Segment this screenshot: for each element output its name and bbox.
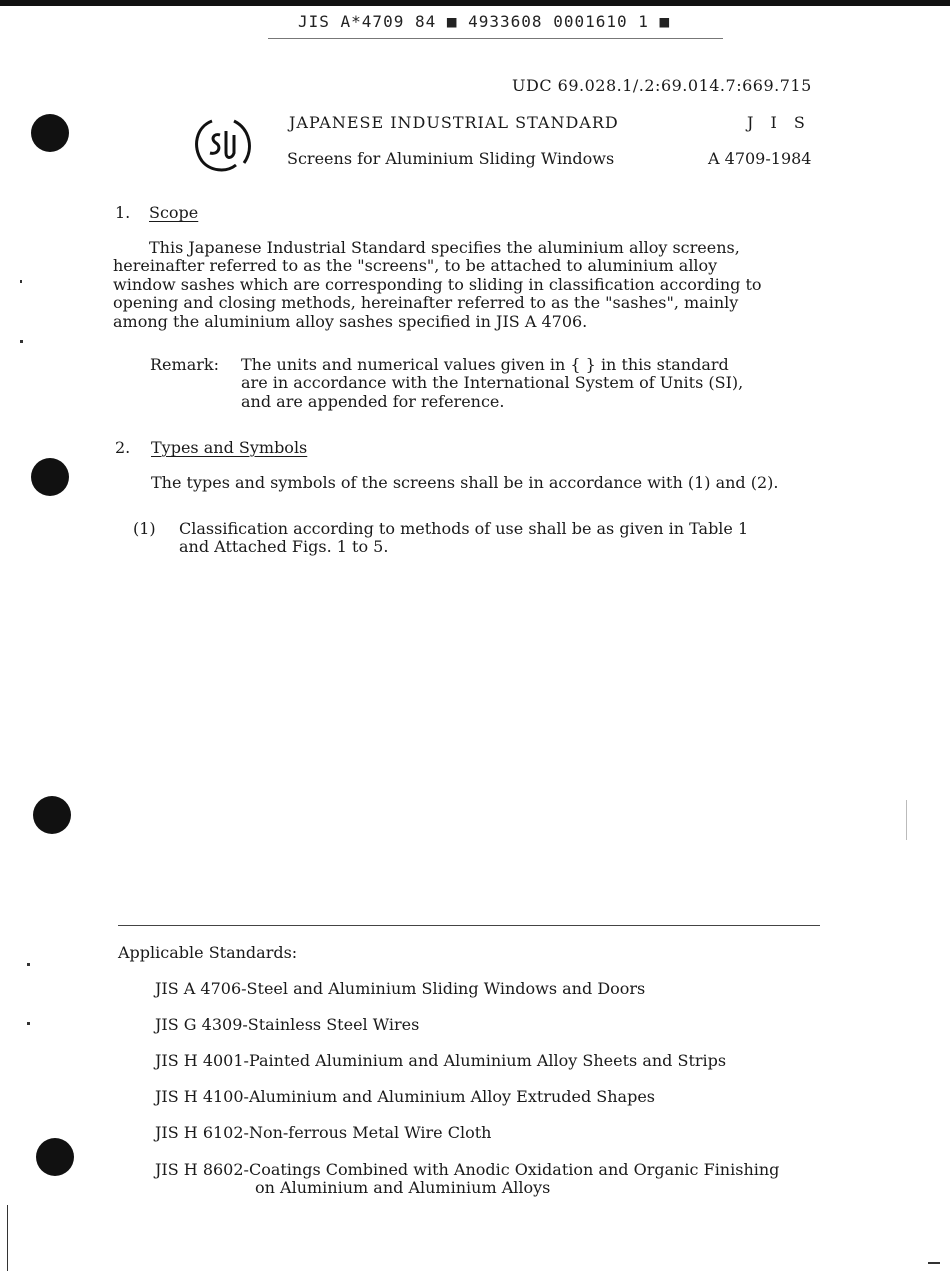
types-intro: The types and symbols of the screens shall be in accordance with (1) and (2). [151, 473, 779, 492]
remark-line: are in accordance with the International System of Units (SI), [241, 373, 744, 393]
remark-line: The units and numerical values given in { } in this standard [241, 355, 729, 374]
scan-mark [27, 963, 30, 966]
applicable-standard-item: JIS H 4100-Aluminium and Aluminium Alloy Extruded Shapes [155, 1087, 656, 1106]
udc-number: UDC 69.028.1/.2:69.014.7:669.715 [512, 76, 812, 95]
applicable-standard-item: JIS A 4706-Steel and Aluminium Sliding Windows and Doors [155, 979, 646, 998]
applicable-standard-item-continued: on Aluminium and Aluminium Alloys [255, 1178, 551, 1197]
scan-edge-line [906, 800, 907, 840]
scope-line: hereinafter referred to as the "screens", to be attached to aluminium alloy [113, 256, 718, 276]
standard-number: A 4709-1984 [708, 149, 812, 168]
section-2-title: Types and Symbols [151, 438, 308, 457]
applicable-standard-item: JIS G 4309-Stainless Steel Wires [155, 1015, 420, 1034]
remark-label: Remark: [150, 355, 219, 374]
punch-hole [36, 1138, 74, 1176]
standard-org: JAPANESE INDUSTRIAL STANDARD [289, 113, 619, 132]
punch-hole [33, 796, 71, 834]
item-1-text [179, 520, 748, 557]
top-border [0, 0, 950, 6]
standard-abbr: J I S [747, 113, 811, 132]
remark-text [241, 356, 743, 411]
section-1-title: Scope [149, 203, 199, 222]
punch-hole [31, 458, 69, 496]
punch-hole [31, 114, 69, 152]
section-2-number: 2. [115, 438, 131, 457]
catalog-code: JIS A*4709 84 ■ 4933608 0001610 1 ■ [298, 12, 671, 31]
scope-paragraph [113, 239, 833, 331]
document-title: Screens for Aluminium Sliding Windows [287, 149, 615, 168]
applicable-standard-item: JIS H 8602-Coatings Combined with Anodic Oxidation and Organic Finishing [155, 1160, 780, 1179]
scope-line: opening and closing methods, hereinafter referred to as the "sashes", mainly [113, 293, 739, 313]
scan-mark [20, 280, 22, 283]
scope-line: among the aluminium alloy sashes specified in JIS A 4706. [113, 311, 588, 331]
footnote-rule [118, 925, 820, 926]
jis-logo-icon [190, 113, 256, 177]
item-1-number: (1) [133, 519, 156, 538]
applicable-standard-item: JIS H 6102-Non-ferrous Metal Wire Cloth [155, 1123, 492, 1142]
scan-edge-line [7, 1205, 8, 1271]
item-1-line: and Attached Figs. 1 to 5. [179, 537, 389, 557]
scope-line: This Japanese Industrial Standard specifies the aluminium alloy screens, [149, 238, 740, 257]
item-1-line: Classification according to methods of use shall be as given in Table 1 [179, 519, 749, 538]
remark-line: and are appended for reference. [241, 391, 505, 411]
applicable-standard-item: JIS H 4001-Painted Aluminium and Aluminium Alloy Sheets and Strips [155, 1051, 727, 1070]
applicable-standards-heading: Applicable Standards: [118, 943, 298, 962]
section-1-number: 1. [115, 203, 131, 222]
scope-line: window sashes which are corresponding to sliding in classification according to [113, 274, 762, 294]
scan-mark [20, 340, 23, 343]
scan-mark [928, 1262, 940, 1264]
scan-mark [27, 1022, 30, 1025]
header-rule [268, 38, 723, 39]
